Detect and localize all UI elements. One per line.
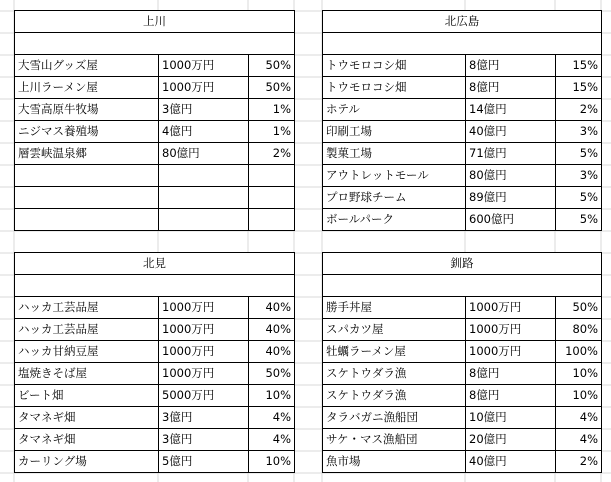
percent-cell[interactable]: 10% <box>249 385 295 407</box>
item-cell[interactable]: 勝手丼屋 <box>323 297 466 319</box>
table-row <box>323 209 602 231</box>
amount-cell[interactable]: 1000万円 <box>159 341 249 363</box>
percent-cell[interactable]: 1% <box>249 121 295 143</box>
item-cell[interactable]: 魚市場 <box>323 451 466 473</box>
blank-row[interactable] <box>15 33 295 55</box>
item-cell[interactable]: ハッカ甘納豆屋 <box>15 341 159 363</box>
table-kitami <box>14 252 295 473</box>
percent-cell[interactable] <box>249 187 295 209</box>
item-cell[interactable]: タラバガニ漁船団 <box>323 407 466 429</box>
amount-cell[interactable]: 14億円 <box>466 99 556 121</box>
item-cell[interactable] <box>15 165 159 187</box>
table-row <box>323 341 602 363</box>
blank-row[interactable] <box>15 275 295 297</box>
percent-cell[interactable]: 15% <box>556 55 602 77</box>
table-row <box>323 187 602 209</box>
percent-cell[interactable]: 5% <box>556 209 602 231</box>
amount-cell[interactable]: 10億円 <box>466 407 556 429</box>
item-cell[interactable]: ハッカ工芸品屋 <box>15 319 159 341</box>
table-row <box>15 341 295 363</box>
amount-cell[interactable]: 1000万円 <box>159 297 249 319</box>
item-cell[interactable]: 製菓工場 <box>323 143 466 165</box>
amount-cell[interactable]: 3億円 <box>159 429 249 451</box>
amount-cell[interactable]: 5億円 <box>159 451 249 473</box>
item-cell[interactable]: サケ・マス漁船団 <box>323 429 466 451</box>
item-cell[interactable]: ニジマス養殖場 <box>15 121 159 143</box>
percent-cell[interactable]: 4% <box>249 429 295 451</box>
item-cell[interactable]: ビート畑 <box>15 385 159 407</box>
table-kamikawa <box>14 10 295 231</box>
table-title[interactable]: 釧路 <box>323 253 602 275</box>
amount-cell[interactable]: 71億円 <box>466 143 556 165</box>
table-row <box>15 297 295 319</box>
amount-cell[interactable]: 8億円 <box>466 55 556 77</box>
percent-cell[interactable]: 4% <box>249 407 295 429</box>
percent-cell[interactable]: 2% <box>556 451 602 473</box>
percent-cell[interactable]: 15% <box>556 77 602 99</box>
item-cell[interactable]: ホテル <box>323 99 466 121</box>
item-cell[interactable]: トウモロコシ畑 <box>323 77 466 99</box>
amount-cell[interactable]: 40億円 <box>466 451 556 473</box>
amount-cell[interactable]: 8億円 <box>466 77 556 99</box>
item-cell[interactable]: 大雪高原牛牧場 <box>15 99 159 121</box>
percent-cell[interactable] <box>249 209 295 231</box>
percent-cell[interactable]: 50% <box>249 363 295 385</box>
amount-cell[interactable]: 3億円 <box>159 407 249 429</box>
item-cell[interactable] <box>15 209 159 231</box>
amount-cell[interactable]: 1000万円 <box>159 55 249 77</box>
table-row <box>15 429 295 451</box>
item-cell[interactable]: 牡蠣ラーメン屋 <box>323 341 466 363</box>
amount-cell[interactable]: 4億円 <box>159 121 249 143</box>
amount-cell[interactable]: 1000万円 <box>159 77 249 99</box>
item-cell[interactable]: プロ野球チーム <box>323 187 466 209</box>
amount-cell[interactable]: 1000万円 <box>466 297 556 319</box>
table-kushiro <box>322 252 602 473</box>
table-kitahiroshima <box>322 10 602 231</box>
table-row <box>323 55 602 77</box>
table-row <box>15 55 295 77</box>
percent-cell[interactable]: 40% <box>249 297 295 319</box>
table-row <box>323 165 602 187</box>
percent-cell[interactable]: 50% <box>249 55 295 77</box>
table-title[interactable]: 北見 <box>15 253 295 275</box>
percent-cell[interactable]: 10% <box>249 451 295 473</box>
amount-cell[interactable]: 5000万円 <box>159 385 249 407</box>
item-cell[interactable]: タマネギ畑 <box>15 429 159 451</box>
amount-cell[interactable]: 1000万円 <box>159 363 249 385</box>
table-row <box>15 385 295 407</box>
percent-cell[interactable]: 40% <box>249 319 295 341</box>
table-row <box>15 187 295 209</box>
table-row <box>15 209 295 231</box>
item-cell[interactable]: 大雪山グッズ屋 <box>15 55 159 77</box>
table-row <box>323 429 602 451</box>
item-cell[interactable]: スケトウダラ漁 <box>323 385 466 407</box>
amount-cell[interactable]: 3億円 <box>159 99 249 121</box>
percent-cell[interactable]: 3% <box>556 121 602 143</box>
percent-cell[interactable]: 50% <box>249 77 295 99</box>
item-cell[interactable]: トウモロコシ畑 <box>323 55 466 77</box>
percent-cell[interactable]: 10% <box>556 363 602 385</box>
amount-cell[interactable]: 40億円 <box>466 121 556 143</box>
table-row <box>323 77 602 99</box>
percent-cell[interactable]: 3% <box>556 165 602 187</box>
table-row <box>323 363 602 385</box>
amount-cell[interactable]: 80億円 <box>159 143 249 165</box>
percent-cell[interactable]: 4% <box>556 429 602 451</box>
item-cell[interactable]: 上川ラーメン屋 <box>15 77 159 99</box>
percent-cell[interactable]: 5% <box>556 187 602 209</box>
percent-cell[interactable]: 1% <box>249 99 295 121</box>
item-cell[interactable] <box>15 187 159 209</box>
percent-cell[interactable]: 5% <box>556 143 602 165</box>
table-row <box>15 319 295 341</box>
table-row <box>15 407 295 429</box>
item-cell[interactable]: アウトレットモール <box>323 165 466 187</box>
amount-cell[interactable]: 1000万円 <box>466 341 556 363</box>
item-cell[interactable]: 印刷工場 <box>323 121 466 143</box>
percent-cell[interactable]: 10% <box>556 385 602 407</box>
item-cell[interactable]: ハッカ工芸品屋 <box>15 297 159 319</box>
item-cell[interactable]: スパカツ屋 <box>323 319 466 341</box>
percent-cell[interactable]: 50% <box>556 297 602 319</box>
table-row <box>15 143 295 165</box>
table-row <box>323 297 602 319</box>
amount-cell[interactable]: 8億円 <box>466 385 556 407</box>
table-row <box>323 451 602 473</box>
amount-cell[interactable]: 600億円 <box>466 209 556 231</box>
item-cell[interactable]: スケトウダラ漁 <box>323 363 466 385</box>
item-cell[interactable]: 層雲峡温泉郷 <box>15 143 159 165</box>
table-title[interactable]: 上川 <box>15 11 295 33</box>
table-row <box>323 319 602 341</box>
blank-row[interactable] <box>323 275 602 297</box>
table-row <box>15 121 295 143</box>
percent-cell[interactable]: 2% <box>556 99 602 121</box>
table-row <box>15 77 295 99</box>
table-row <box>15 363 295 385</box>
item-cell[interactable]: カーリング場 <box>15 451 159 473</box>
table-row <box>323 121 602 143</box>
amount-cell[interactable]: 1000万円 <box>466 319 556 341</box>
table-row <box>323 99 602 121</box>
amount-cell[interactable]: 1000万円 <box>159 319 249 341</box>
blank-row[interactable] <box>323 33 602 55</box>
table-row <box>15 99 295 121</box>
item-cell[interactable]: ボールパーク <box>323 209 466 231</box>
table-row <box>323 407 602 429</box>
item-cell[interactable]: タマネギ畑 <box>15 407 159 429</box>
percent-cell[interactable]: 80% <box>556 319 602 341</box>
percent-cell[interactable]: 2% <box>249 143 295 165</box>
table-row <box>15 165 295 187</box>
table-row <box>15 451 295 473</box>
percent-cell[interactable]: 4% <box>556 407 602 429</box>
amount-cell[interactable] <box>159 209 249 231</box>
table-row <box>323 143 602 165</box>
amount-cell[interactable]: 80億円 <box>466 165 556 187</box>
amount-cell[interactable]: 8億円 <box>466 363 556 385</box>
percent-cell[interactable] <box>249 165 295 187</box>
percent-cell[interactable]: 100% <box>556 341 602 363</box>
table-title[interactable]: 北広島 <box>323 11 602 33</box>
table-row <box>323 385 602 407</box>
amount-cell[interactable]: 20億円 <box>466 429 556 451</box>
percent-cell[interactable]: 40% <box>249 341 295 363</box>
amount-cell[interactable] <box>159 187 249 209</box>
amount-cell[interactable]: 89億円 <box>466 187 556 209</box>
item-cell[interactable]: 塩焼きそば屋 <box>15 363 159 385</box>
amount-cell[interactable] <box>159 165 249 187</box>
